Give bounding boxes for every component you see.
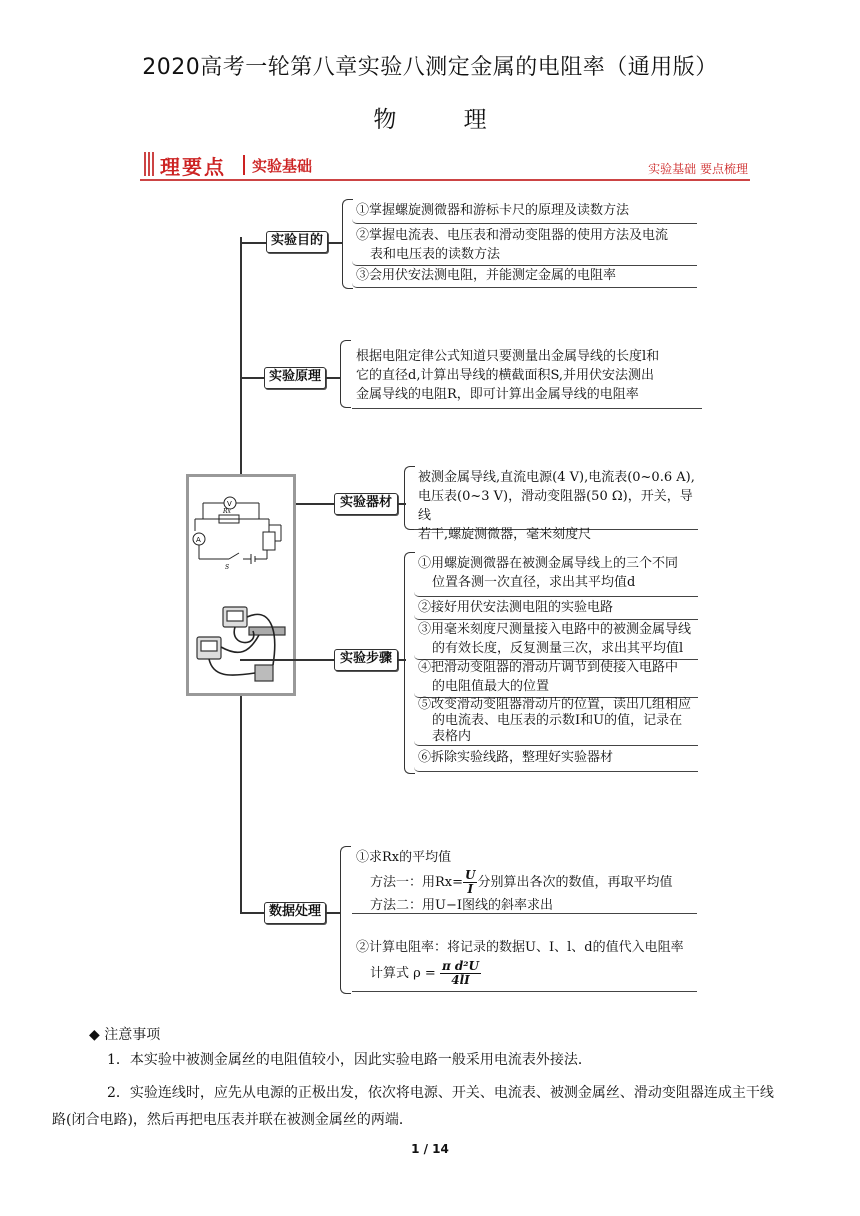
node-steps: 实验步骤 [334, 649, 398, 671]
connector-equipment [296, 503, 334, 505]
step-item-4 [414, 658, 698, 698]
purpose-item-2 [352, 226, 697, 266]
step-5-line-3: 表格内 [432, 729, 472, 744]
node-data: 数据处理 [264, 902, 326, 924]
purpose-item-2-line-2: 表和电压表的读数方法 [370, 247, 501, 262]
connector-principle [240, 377, 264, 379]
banner-sub-label: 实验基础 [252, 157, 313, 175]
step-3-line-1: ③用毫米刻度尺测量接入电路中的被测金属导线 [418, 622, 692, 637]
step-4-line-1: ④把滑动变阻器的滑动片调节到使接入电路中 [418, 660, 679, 675]
principle-line-1: 根据电阻定律公式知道只要测量出金属导线的长度l和 [356, 349, 660, 364]
banner-main-label: 理要点 [160, 155, 226, 179]
step-item-3 [414, 620, 698, 660]
ammeter-label: A [196, 536, 201, 544]
page-indicator: 1 / 14 [411, 1142, 449, 1156]
banner-stripe-decoration [144, 152, 154, 176]
equipment-line-3: 若干,螺旋测微器，毫米刻度尺 [418, 527, 592, 542]
data-item-1-title: ①求Rx的平均值 [356, 850, 452, 865]
data-item-2-title: ②计算电阻率：将记录的数据U、I、l、d的值代入电阻率 [356, 940, 684, 955]
brace-principle [340, 340, 351, 408]
connector-steps [240, 659, 334, 661]
connector-data-brace [326, 912, 340, 914]
step-4-line-2: 的电阻值最大的位置 [432, 679, 550, 694]
step-3-line-2: 的有效长度，反复测量三次，求出其平均值l [432, 641, 684, 656]
equipment-line-1: 被测金属导线,直流电源(4 V),电流表(0~0.6 A), [418, 470, 695, 485]
note-paragraph-2-line-2: 路(闭合电路)，然后再把电压表并联在被测金属丝的两端． [52, 1112, 413, 1128]
step-1-line-2: 位置各测一次直径，求出其平均值d [432, 575, 636, 590]
connector-data [240, 912, 264, 914]
equipment-text [414, 468, 698, 542]
resistor-label: Rx [223, 508, 231, 515]
method-1-denominator: I [467, 882, 474, 896]
principle-line-2: 它的直径d,计算出导线的横截面积S,并用伏安法测出 [356, 368, 655, 383]
equipment-line-2: 电压表(0~3 V)，滑动变阻器(50 Ω)，开关，导线 [418, 489, 693, 523]
method-1-prefix: 方法一：用Rx= [370, 875, 464, 890]
step-5-line-2: 的电流表、电压表的示数I和U的值，记录在 [432, 713, 683, 728]
formula-numerator: π d²U [441, 959, 480, 973]
node-purpose: 实验目的 [266, 231, 328, 253]
step-item-2: ②接好用伏安法测电阻的实验电路 [414, 598, 698, 620]
step-1-line-1: ①用螺旋测微器在被测金属导线上的三个不同 [418, 556, 679, 571]
data-item-2 [352, 938, 697, 992]
formula-denominator: 4lI [451, 973, 470, 987]
method-1-numerator: U [465, 868, 476, 882]
connector-purpose [240, 242, 266, 244]
principle-text [352, 347, 702, 409]
connector-purpose-brace [328, 242, 342, 244]
voltmeter-label: V [227, 500, 232, 508]
formula-prefix: 计算式 ρ = [370, 966, 436, 981]
banner-separator [243, 155, 245, 175]
switch-label: S [225, 564, 230, 571]
data-item-1 [352, 848, 697, 914]
notes-heading: ◆ 注意事项 [89, 1027, 161, 1043]
purpose-item-2-line-1: ②掌握电流表、电压表和滑动变阻器的使用方法及电流 [356, 228, 669, 243]
step-5-line-1: ⑤改变滑动变阻器滑动片的位置，读出几组相应 [418, 697, 692, 712]
banner-right-label: 实验基础 要点梳理 [648, 162, 748, 176]
connector-principle-brace [326, 377, 340, 379]
brace-data [340, 846, 351, 994]
formula-fraction [440, 960, 481, 987]
node-principle: 实验原理 [264, 367, 326, 389]
apparatus-figure [186, 474, 296, 696]
method-1-fraction [463, 869, 477, 896]
subject-heading: 物 理 [373, 107, 517, 133]
step-item-6: ⑥拆除实验线路，整理好实验器材 [414, 748, 698, 772]
data-method-1 [356, 869, 697, 896]
step-item-5 [414, 696, 698, 746]
document-title: 2020高考一轮第八章实验八测定金属的电阻率（通用版） [142, 55, 718, 80]
note-paragraph-1: 1．本实验中被测金属丝的电阻值较小，因此实验电路一般采用电流表外接法． [107, 1052, 592, 1068]
step-item-1 [414, 554, 698, 597]
principle-line-3: 金属导线的电阻R，即可计算出金属导线的电阻率 [356, 387, 639, 402]
note-paragraph-2-line-1: 2．实验连线时，应先从电源的正极出发，依次将电源、开关、电流表、被测金属丝、滑动变阻器连成主干线 [107, 1085, 774, 1101]
purpose-item-3: ③会用伏安法测电阻，并能测定金属的电阻率 [352, 266, 697, 288]
purpose-item-1: ①掌握螺旋测微器和游标卡尺的原理及读数方法 [352, 201, 697, 224]
data-method-2: 方法二：用U−I图线的斜率求出 [370, 898, 553, 913]
node-equipment: 实验器材 [334, 493, 398, 515]
resistivity-formula [356, 960, 697, 987]
method-1-suffix: 分别算出各次的数值，再取平均值 [477, 875, 673, 890]
